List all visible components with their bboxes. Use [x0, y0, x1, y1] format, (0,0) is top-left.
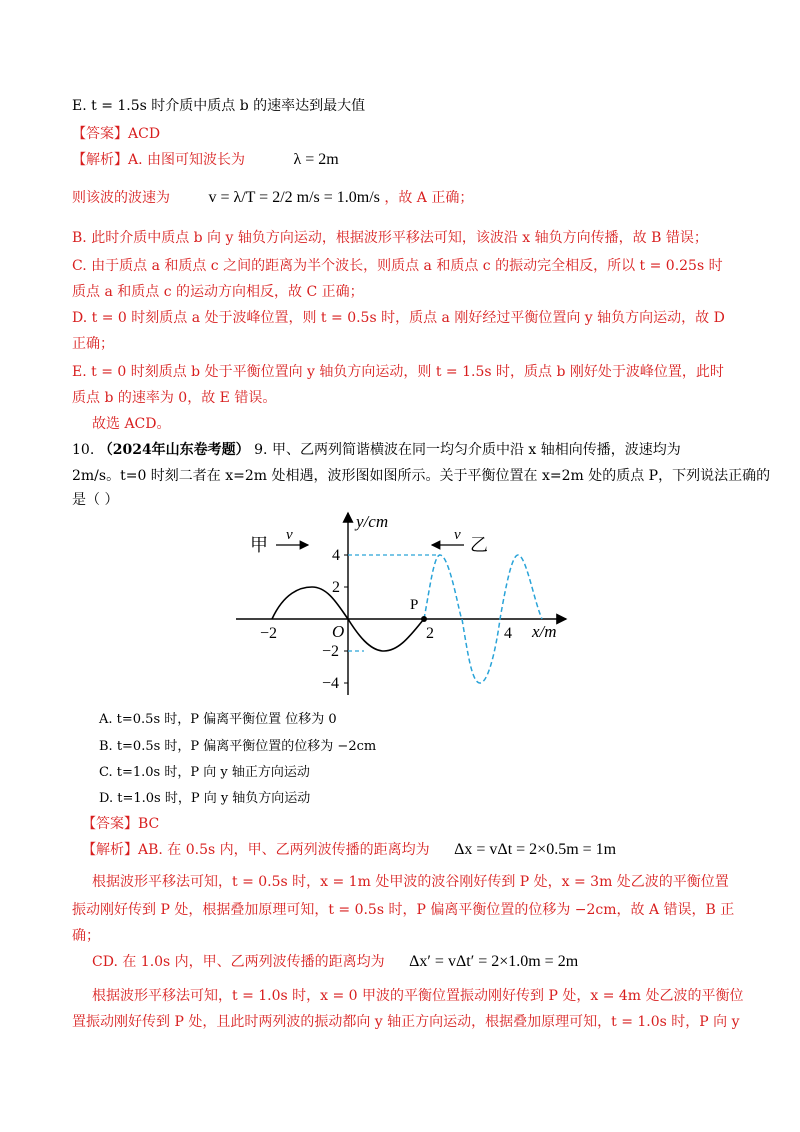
answer-2: 【答案】BC [82, 816, 160, 832]
analysis-ab-1: 根据波形平移法可知，t = 0.5s 时，x = 1m 处甲波的波谷刚好传到 P 处，x = 3m 处乙波的平衡位置 [92, 874, 729, 890]
option-b: B. t=0.5s 时，P 偏离平衡位置的位移为 −2cm [99, 739, 377, 754]
wave-speed-text: 则该波的波速为 [72, 190, 170, 206]
analysis-ab-3: 确； [72, 928, 100, 944]
velocity-yi-label: v [454, 527, 461, 543]
analysis-d-2: 正确； [72, 336, 114, 352]
choose-acd: 故选 ACD。 [92, 416, 171, 432]
distance-formula-2: Δx′ = vΔt′ = 2×1.0m = 2m [409, 953, 579, 970]
x-tick-label-2: 2 [426, 625, 434, 642]
analysis-ab-text: 【解析】AB. 在 0.5s 内，甲、乙两列波传播的距离均为 [82, 842, 430, 858]
y-tick-label-neg2: −2 [322, 643, 340, 660]
point-p-label: P [410, 597, 419, 613]
question-10-line-3: 是（ ） [72, 492, 119, 508]
question-10-number: 10. [72, 442, 95, 458]
wave-speed-formula: v = λ/T = 2/2 m/s = 1.0m/s [208, 189, 380, 206]
analysis-1 [72, 150, 339, 170]
wave-speed-conclusion: ，故 A 正确； [384, 190, 474, 206]
distance-formula-1: Δx = vΔt = 2×0.5m = 1m [454, 841, 617, 858]
wave-speed-line [72, 188, 473, 208]
analysis-e-2: 质点 b 的速率为 0，故 E 错误。 [72, 390, 277, 406]
wave-jia-label: 甲 [250, 535, 268, 555]
question-10-line-2: 2m/s。t=0 时刻二者在 x=2m 处相遇，波形图如图所示。关于平衡位置在 x=2m 处的质点 P，下列说法正确的 [72, 468, 771, 484]
analysis-c-2: 质点 a 和质点 c 的运动方向相反，故 C 正确； [72, 284, 364, 300]
point-p [421, 616, 427, 622]
wavelength-formula: λ = 2m [293, 151, 339, 168]
velocity-jia-label: v [286, 527, 293, 543]
analysis-ab-2: 振动刚好传到 P 处，根据叠加原理可知，t = 0.5s 时，P 偏离平衡位置的位移为 −2cm，故 A 错误，B 正 [72, 902, 735, 918]
analysis-cd-2: 置振动刚好传到 P 处，且此时两列波的振动都向 y 轴正方向运动，根据叠加原理可知，t = 1.0s 时，P 向 y [72, 1014, 740, 1030]
option-c: C. t=1.0s 时，P 向 y 轴正方向运动 [99, 765, 310, 780]
analysis-cd [92, 952, 578, 972]
option-d: D. t=1.0s 时，P 向 y 轴负方向运动 [99, 791, 311, 806]
y-tick-label-neg4: −4 [322, 675, 340, 692]
analysis-c-1: C. 由于质点 a 和质点 c 之间的距离为半个波长，则质点 a 和质点 c 的振动完全相反，所以 t = 0.25s 时 [72, 258, 723, 274]
y-axis-label: y/cm [356, 512, 389, 531]
analysis-cd-1: 根据波形平移法可知，t = 1.0s 时，x = 0 甲波的平衡位置振动刚好传到 P 处，x = 4m 处乙波的平衡位 [92, 988, 744, 1004]
x-tick-label-4: 4 [504, 625, 512, 642]
analysis-e-1: E. t = 0 时刻质点 b 处于平衡位置向 y 轴负方向运动，则 t = 1.5s 时，质点 b 刚好处于波峰位置，此时 [72, 364, 724, 380]
question-10-line-1 [72, 440, 681, 460]
x-tick-label-neg2: −2 [260, 625, 278, 642]
question-10-source: （2024年山东卷考题） [98, 442, 250, 458]
analysis-cd-text: CD. 在 1.0s 内，甲、乙两列波传播的距离均为 [92, 954, 385, 970]
y-tick-label-2: 2 [332, 579, 340, 596]
option-a: A. t=0.5s 时，P 偏离平衡位置 位移为 0 [99, 712, 337, 727]
analysis-1-text: 【解析】A. 由图可知波长为 [72, 152, 246, 168]
answer-1: 【答案】ACD [72, 126, 161, 142]
wave-figure [228, 505, 578, 700]
y-tick-label-4: 4 [332, 547, 340, 564]
wave-yi-label: 乙 [470, 535, 488, 555]
option-e-previous: E. t = 1.5s 时介质中质点 b 的速率达到最大值 [72, 98, 366, 114]
analysis-d-1: D. t = 0 时刻质点 a 处于波峰位置，则 t = 0.5s 时，质点 a 刚好经过平衡位置向 y 轴负方向运动，故 D [72, 310, 725, 326]
x-axis-label: x/m [532, 622, 557, 641]
origin-label: O [332, 622, 345, 641]
analysis-b: B. 此时介质中质点 b 向 y 轴负方向运动，根据波形平移法可知，该波沿 x 轴负方向传播，故 B 错误； [72, 230, 708, 246]
question-10-text: 9. 甲、乙两列简谐横波在同一均匀介质中沿 x 轴相向传播，波速均为 [254, 442, 681, 458]
analysis-ab [82, 840, 616, 860]
